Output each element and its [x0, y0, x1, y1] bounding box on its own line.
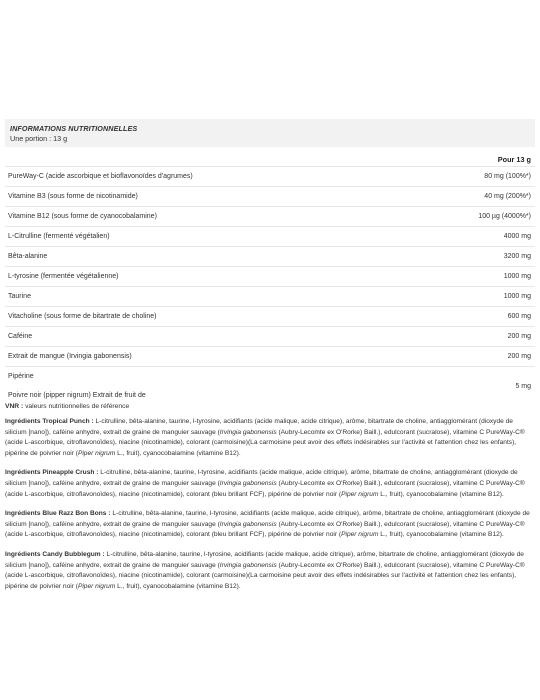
table-row-piperine: [5, 366, 535, 405]
ingredients-paragraph: [5, 550, 535, 592]
table-row: [5, 186, 535, 206]
ingredients-text: L., fruit), cyanocobalamine (vitamine B12).: [378, 490, 504, 498]
ingredients-paragraph: [5, 509, 535, 541]
ingredients-label: Ingrédients Pineapple Crush :: [5, 469, 99, 477]
ingredients-text: L-citrulline, bêta-alanine, taurine, l-tyrosine, acidifiants (acide malique, acide citrique), arôme, bitartrate de choline, antiagglomérant (dioxyde de silicium [nano]), caféine anhydre, extrait de graine de manguier sauvage (: [5, 469, 518, 487]
ingredients-italic: Piper nigrum: [341, 531, 379, 539]
ingredients-section: [5, 417, 535, 601]
nutrition-table: [5, 166, 535, 405]
nutrient-value: 5 mg: [515, 383, 531, 390]
ingredients-italic: Piper nigrum: [77, 582, 116, 590]
nutrient-name: Vitamine B12 (sous forme de cyanocobalamine): [8, 213, 157, 220]
ingredients-text: (Aubry-Lecomte ex O'Rorke) Baill.), edulcorant (sucralose), vitamine C PureWay-C® (acide L-ascorbique, citroflavonoïdes), niacine (nicotinamide), colorant (bleu brillant FCF), pipérine de poivrier noir (: [5, 479, 525, 498]
ingredients-paragraph: [5, 417, 535, 459]
table-row: [5, 166, 535, 186]
nutrient-name: Pipérine: [8, 373, 34, 380]
ingredients-text: L-citrulline, bêta-alanine, taurine, l-tyrosine, acidifiants (acide malique, acide citrique), arôme, bitartrate de choline, antiagglomérant (dioxyde de silicium [nano]), caféine anhydre, extrait de graine de manguier sauvage (: [5, 510, 530, 528]
nutrition-title: INFORMATIONS NUTRITIONNELLES: [10, 124, 138, 133]
nutrient-value: 80 mg (100%*): [484, 173, 531, 180]
ingredients-text: L-citrulline, bêta-alanine, taurine, l-tyrosine, acidifiants (acide malique, acide citrique), arôme, bitartrate de choline, antiagglomérant (dioxyde de silicium [nano]), caféine anhydre, extrait de graine de manguier sauvage (: [5, 550, 524, 569]
nutrient-source: Poivre noir (pipper nigrum) Extrait de fruit de: [8, 392, 146, 399]
ingredients-text: L., fruit), cyanocobalamine (vitamine B12).: [378, 531, 504, 539]
ingredients-italic: Piper nigrum: [341, 490, 379, 498]
nutrient-name: Extrait de mangue (Irvingia gabonensis): [8, 353, 132, 360]
nutrition-info-header: [5, 119, 535, 147]
nutrient-name: L-Citrulline (fermenté végétalien): [8, 233, 110, 240]
nutrient-value: 1000 mg: [503, 293, 531, 300]
nutrient-value: 200 mg: [507, 333, 531, 340]
nutrient-name: Vitacholine (sous forme de bitartrate de choline): [8, 313, 157, 320]
table-row: [5, 306, 535, 326]
nutrient-value: 1000 mg: [503, 273, 531, 280]
ingredients-italic: Irvingia gabonensis: [219, 520, 277, 528]
nutrient-value: 600 mg: [507, 313, 531, 320]
ingredients-text: L-citrulline, bêta-alanine, taurine, l-tyrosine, acidifiants (acide malique, acide citrique), arôme, bitartrate de choline, antiagglomérant (dioxyde de silicium [nano]), caféine anhydre, extrait de graine de manguier sauvage (: [5, 418, 513, 436]
table-row: [5, 246, 535, 266]
nutrient-name: Bêta-alanine: [8, 253, 48, 260]
ingredients-text: (Aubry-Lecomte ex O'Rorke) Baill.), edulcorant (sucralose), vitamine C PureWay-C® (acide L-ascorbique, citroflavonoïdes), niacine (nicotinamide), colorant (carmoisine)(La carmoisine peut avoir des effets indésirables sur l'activité et l'attention chez les enfants), pipérine de poivrier noir (: [5, 561, 525, 590]
ingredients-italic: Irvingia gabonensis: [219, 428, 277, 436]
table-row: [5, 346, 535, 366]
vnr-text: valeurs nutritionnelles de référence: [23, 403, 130, 410]
ingredients-italic: Irvingia gabonensis: [219, 561, 277, 569]
table-row: [5, 326, 535, 346]
nutrient-name: Taurine: [8, 293, 31, 300]
vnr-label: VNR :: [5, 403, 24, 410]
ingredients-italic: Irvingia gabonensis: [219, 479, 277, 487]
nutrient-name: L-tyrosine (fermentée végétalienne): [8, 273, 119, 280]
nutrient-value: 100 µg (4000%*): [478, 213, 531, 220]
ingredients-text: (Aubry-Lecomte ex O'Rorke) Baill.), edulcorant (sucralose), vitamine C PureWay-C® (acide L-ascorbique, citroflavonoïdes), niacine (nicotinamide), colorant (bleu brillant FCF), pipérine de poivrier noir (: [5, 520, 525, 539]
nutrient-value: 3200 mg: [503, 253, 531, 260]
serving-size: Une portion : 13 g: [10, 134, 68, 143]
table-row: [5, 226, 535, 246]
ingredients-italic: Piper nigrum: [77, 449, 116, 457]
nutrient-value: 4000 mg: [503, 233, 531, 240]
nutrient-value: 200 mg: [507, 353, 531, 360]
nutrient-name: Caféine: [8, 333, 33, 340]
table-row: [5, 206, 535, 226]
ingredients-text: L., fruit), cyanocobalamine (vitamine B12).: [115, 449, 241, 457]
ingredients-label: Ingrédients Tropical Punch :: [5, 418, 94, 425]
ingredients-text: L., fruit), cyanocobalamine (vitamine B12).: [115, 582, 241, 590]
ingredients-label: Ingrédients Blue Razz Bon Bons :: [5, 510, 111, 518]
column-header-per-serving: Pour 13 g: [497, 155, 531, 164]
ingredients-text: (Aubry-Lecomte ex O'Rorke) Baill.), edulcorant (sucralose), vitamine C PureWay-C® (acide L-ascorbique, citroflavonoïdes), niacine (nicotinamide), colorant (carmoisine)(La carmoisine peut avoir des effets indésirables sur l'activité et l'attention chez les enfants), pipérine de poivrier noir (: [5, 428, 525, 457]
nutrient-value: 40 mg (200%*): [484, 193, 531, 200]
ingredients-label: Ingrédients Candy Bubblegum :: [5, 550, 105, 558]
nutrient-name: Vitamine B3 (sous forme de nicotinamide): [8, 193, 138, 200]
table-row: [5, 266, 535, 286]
vnr-note: [5, 403, 129, 410]
ingredients-paragraph: [5, 468, 535, 500]
nutrient-name: PureWay-C (acide ascorbique et bioflavonoïdes d'agrumes): [8, 173, 193, 180]
table-row: [5, 286, 535, 306]
